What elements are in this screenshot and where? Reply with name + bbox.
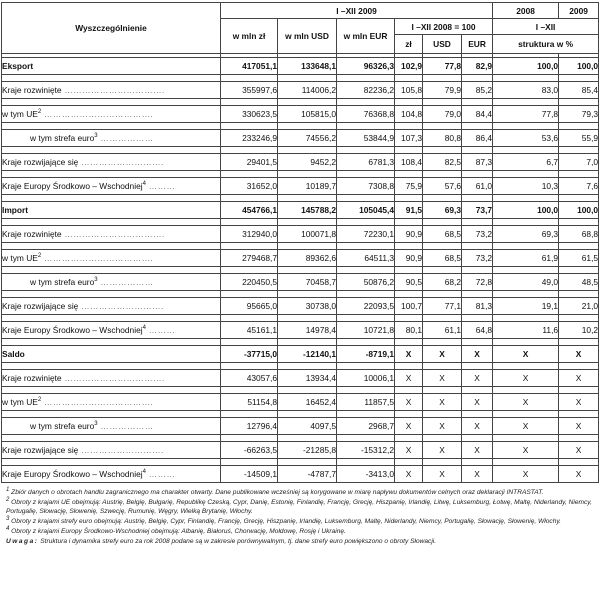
cell-value: 49,0 xyxy=(493,274,559,291)
row-label: w tym $UE^2$ ………………………………. xyxy=(2,394,221,411)
table-body xyxy=(2,54,599,483)
cell-value: X xyxy=(395,442,423,459)
cell-value: X xyxy=(462,370,493,387)
cell-value: X xyxy=(423,346,462,363)
footnote-ref: 3 xyxy=(94,277,98,284)
cell-value: -12140,1 xyxy=(278,346,337,363)
cell-value: -37715,0 xyxy=(221,346,278,363)
header-index-pln: zł xyxy=(395,35,423,54)
cell-value: 12796,4 xyxy=(221,418,278,435)
spacer-row xyxy=(2,147,599,154)
cell-value: 85,4 xyxy=(559,82,599,99)
cell-value: X xyxy=(462,346,493,363)
cell-value: 77,8 xyxy=(423,58,462,75)
footnote-ref: 4 xyxy=(142,469,146,476)
cell-value: X xyxy=(462,466,493,483)
cell-value: X xyxy=(559,346,599,363)
cell-value: 68,5 xyxy=(423,226,462,243)
cell-value: 105045,4 xyxy=(337,202,395,219)
cell-value: 14978,4 xyxy=(278,322,337,339)
cell-value: 68,2 xyxy=(423,274,462,291)
footnote-ref: 2 xyxy=(37,253,42,260)
footnote-ref: 3 xyxy=(94,133,98,140)
cell-value: -14509,1 xyxy=(221,466,278,483)
cell-value: 79,9 xyxy=(423,82,462,99)
header-mln-eur: w mln EUR xyxy=(337,19,395,54)
footnote-ref: 4 xyxy=(142,181,146,188)
cell-value: X xyxy=(423,442,462,459)
spacer-row xyxy=(2,291,599,298)
cell-value: 22093,5 xyxy=(337,298,395,315)
cell-value: 51154,8 xyxy=(221,394,278,411)
cell-value: X xyxy=(559,370,599,387)
cell-value: 90,5 xyxy=(395,274,423,291)
cell-value: 85,2 xyxy=(462,82,493,99)
cell-value: X xyxy=(493,442,559,459)
cell-value: 19,1 xyxy=(493,298,559,315)
spacer-row xyxy=(2,435,599,442)
trade-table xyxy=(1,2,599,483)
cell-value: 96326,3 xyxy=(337,58,395,75)
footnote: $^3$ Obroty z krajami strefy euro obejmują: Austrię, Belgię, Cypr, Finlandię, Francję, Grecję, Hiszpanię, Irlandię, Luksemburg, Maltę, Niderlandy, Niemcy, Portugalię, Słowację, Słowenię, Włochy. xyxy=(6,515,562,525)
note-uwaga: Uwaga: Struktura i dynamika strefy euro za rok 2008 podane są w zakresie porównywalnym, tj. dane strefy euro powiększono o obroty Słowacji. xyxy=(6,537,437,545)
cell-value: 107,3 xyxy=(395,130,423,147)
cell-value: 11,6 xyxy=(493,322,559,339)
row-label: Kraje rozwinięte ……………………………. xyxy=(2,82,221,99)
cell-value: X xyxy=(493,346,559,363)
row-label: Kraje Europy Środkowo – Wschodniej$^4$ ……… xyxy=(2,178,221,195)
cell-value: 73,7 xyxy=(462,202,493,219)
cell-value: 100,7 xyxy=(395,298,423,315)
cell-value: 102,9 xyxy=(395,58,423,75)
row-label: Kraje Europy Środkowo – Wschodniej$^4$ ……… xyxy=(2,322,221,339)
cell-value: 82,9 xyxy=(462,58,493,75)
cell-value: 81,3 xyxy=(462,298,493,315)
spacer-row xyxy=(2,315,599,322)
row-label: Saldo xyxy=(2,346,221,363)
cell-value: 108,4 xyxy=(395,154,423,171)
spacer-row xyxy=(2,411,599,418)
cell-value: 80,8 xyxy=(423,130,462,147)
cell-value: 13934,4 xyxy=(278,370,337,387)
cell-value: 86,4 xyxy=(462,130,493,147)
cell-value: 61,1 xyxy=(423,322,462,339)
cell-value: 10,3 xyxy=(493,178,559,195)
table-row xyxy=(2,322,599,339)
footnote: $^2$ Obroty z krajami UE obejmują: Austrię, Belgię, Bułgarię, Republikę Czeską, Cypr, Danię, Estonię, Finlandię, Francję, Grecję, Hiszpanię, Irlandię, Litwę, Luksemburg, Łotwę, Maltę, Niderlandy, Niemcy, Portugalię, Słowację, Słowenię, Szwecję, Rumunię, Węgry, Wielką Brytanię, Włochy. xyxy=(6,496,592,515)
cell-value: X xyxy=(559,466,599,483)
header-index-eur: EUR xyxy=(462,35,493,54)
cell-value: X xyxy=(559,442,599,459)
cell-value: 76368,8 xyxy=(337,106,395,123)
footnote-ref: 2 xyxy=(37,109,42,116)
row-label: w tym strefa euro$^3$ ……………… xyxy=(2,274,221,291)
cell-value: 72230,1 xyxy=(337,226,395,243)
cell-value: X xyxy=(423,466,462,483)
table-row xyxy=(2,418,599,435)
cell-value: X xyxy=(559,418,599,435)
cell-value: 79,3 xyxy=(559,106,599,123)
row-label: Kraje rozwinięte ……………………………. xyxy=(2,226,221,243)
cell-value: 87,3 xyxy=(462,154,493,171)
cell-value: 104,8 xyxy=(395,106,423,123)
header-year-2009: 2009 xyxy=(559,3,599,19)
header-structure: struktura w % xyxy=(493,35,599,54)
cell-value: 53,6 xyxy=(493,130,559,147)
cell-value: 77,1 xyxy=(423,298,462,315)
cell-value: X xyxy=(493,418,559,435)
cell-value: 89362,6 xyxy=(278,250,337,267)
cell-value: 7,0 xyxy=(559,154,599,171)
row-label: Kraje rozwijające się ………………………. xyxy=(2,154,221,171)
cell-value: 53844,9 xyxy=(337,130,395,147)
spacer-row xyxy=(2,459,599,466)
row-label: w tym $UE^2$ ………………………………. xyxy=(2,250,221,267)
cell-value: 100,0 xyxy=(493,202,559,219)
table-row xyxy=(2,274,599,291)
spacer-row xyxy=(2,387,599,394)
cell-value: 55,9 xyxy=(559,130,599,147)
cell-value: 29401,5 xyxy=(221,154,278,171)
cell-value: X xyxy=(395,418,423,435)
cell-value: 68,8 xyxy=(559,226,599,243)
cell-value: 11857,5 xyxy=(337,394,395,411)
footnote: $^1$ Zbiór danych o obrotach handlu zagranicznego ma charakter otwarty. Dane publikowane wcześniej są korygowane w miarę napływu dokumentów celnych oraz deklaracji INTRASTAT. xyxy=(6,486,544,496)
footnotes xyxy=(6,486,594,548)
cell-value: 233246,9 xyxy=(221,130,278,147)
cell-value: X xyxy=(493,394,559,411)
cell-value: X xyxy=(462,418,493,435)
spacer-row xyxy=(2,243,599,250)
header-mln-usd: w mln USD xyxy=(278,19,337,54)
cell-value: 114006,2 xyxy=(278,82,337,99)
cell-value: 105,8 xyxy=(395,82,423,99)
cell-value: 45161,1 xyxy=(221,322,278,339)
footnote-ref: 2 xyxy=(37,397,42,404)
table-row xyxy=(2,178,599,195)
table-row xyxy=(2,250,599,267)
cell-value: X xyxy=(462,394,493,411)
cell-value: 75,9 xyxy=(395,178,423,195)
cell-value: -66263,5 xyxy=(221,442,278,459)
cell-value: 72,8 xyxy=(462,274,493,291)
header-prev-year-index: I –XII 2008 = 100 xyxy=(395,19,493,35)
header-index-usd: USD xyxy=(423,35,462,54)
table-row xyxy=(2,346,599,363)
table-row xyxy=(2,58,599,75)
cell-value: 16452,4 xyxy=(278,394,337,411)
cell-value: 454766,1 xyxy=(221,202,278,219)
spacer-row xyxy=(2,339,599,346)
table-row xyxy=(2,130,599,147)
row-label: Kraje rozwijające się ………………………. xyxy=(2,442,221,459)
header-description: Wyszczególnienie xyxy=(2,3,221,54)
cell-value: 30738,0 xyxy=(278,298,337,315)
spacer-row xyxy=(2,195,599,202)
cell-value: 77,8 xyxy=(493,106,559,123)
cell-value: 10006,1 xyxy=(337,370,395,387)
header-year-2008: 2008 xyxy=(493,3,559,19)
table-row xyxy=(2,154,599,171)
footnote-ref: 3 xyxy=(94,421,98,428)
footnote: $^4$ Obroty z krajami Europy Środkowo-Wschodniej obejmują: Albanię, Białoruś, Chorwację, Mołdowę, Rosję i Ukrainę. xyxy=(6,525,346,535)
cell-value: 4097,5 xyxy=(278,418,337,435)
table-row xyxy=(2,106,599,123)
cell-value: 312940,0 xyxy=(221,226,278,243)
cell-value: 7308,8 xyxy=(337,178,395,195)
cell-value: 90,9 xyxy=(395,226,423,243)
cell-value: 9452,2 xyxy=(278,154,337,171)
spacer-row xyxy=(2,219,599,226)
cell-value: 10721,8 xyxy=(337,322,395,339)
table-row xyxy=(2,202,599,219)
cell-value: 95665,0 xyxy=(221,298,278,315)
cell-value: 133648,1 xyxy=(278,58,337,75)
cell-value: -3413,0 xyxy=(337,466,395,483)
header-mln-pln: w mln zł xyxy=(221,19,278,54)
row-label: Kraje Europy Środkowo – Wschodniej$^4$ ……… xyxy=(2,466,221,483)
table-row xyxy=(2,82,599,99)
row-label: Kraje rozwijające się ………………………. xyxy=(2,298,221,315)
cell-value: X xyxy=(493,466,559,483)
cell-value: 91,5 xyxy=(395,202,423,219)
cell-value: 10,2 xyxy=(559,322,599,339)
cell-value: 69,3 xyxy=(423,202,462,219)
cell-value: X xyxy=(395,466,423,483)
cell-value: 82236,2 xyxy=(337,82,395,99)
cell-value: 100071,8 xyxy=(278,226,337,243)
cell-value: 79,0 xyxy=(423,106,462,123)
cell-value: 73,2 xyxy=(462,250,493,267)
cell-value: 69,3 xyxy=(493,226,559,243)
cell-value: 80,1 xyxy=(395,322,423,339)
cell-value: -21285,8 xyxy=(278,442,337,459)
header-period: I –XII 2009 xyxy=(221,3,493,19)
cell-value: 279468,7 xyxy=(221,250,278,267)
table-row xyxy=(2,466,599,483)
cell-value: 84,4 xyxy=(462,106,493,123)
cell-value: 43057,6 xyxy=(221,370,278,387)
table-row xyxy=(2,394,599,411)
cell-value: -15312,2 xyxy=(337,442,395,459)
cell-value: X xyxy=(462,442,493,459)
cell-value: 21,0 xyxy=(559,298,599,315)
row-label: Kraje rozwinięte ……………………………. xyxy=(2,370,221,387)
header-row-1 xyxy=(2,3,599,19)
table-row xyxy=(2,370,599,387)
cell-value: X xyxy=(423,418,462,435)
cell-value: 100,0 xyxy=(493,58,559,75)
row-label: Eksport xyxy=(2,58,221,75)
cell-value: 74556,2 xyxy=(278,130,337,147)
spacer-row xyxy=(2,123,599,130)
footnote-ref: 4 xyxy=(142,325,146,332)
cell-value: X xyxy=(395,370,423,387)
row-label: w tym strefa euro$^3$ ……………… xyxy=(2,418,221,435)
cell-value: 50876,2 xyxy=(337,274,395,291)
row-label: w tym strefa euro$^3$ ……………… xyxy=(2,130,221,147)
cell-value: 100,0 xyxy=(559,58,599,75)
cell-value: X xyxy=(423,370,462,387)
table-row xyxy=(2,226,599,243)
cell-value: 48,5 xyxy=(559,274,599,291)
cell-value: 64,8 xyxy=(462,322,493,339)
cell-value: 70458,7 xyxy=(278,274,337,291)
cell-value: 90,9 xyxy=(395,250,423,267)
cell-value: 6781,3 xyxy=(337,154,395,171)
header-range: I –XII xyxy=(493,19,599,35)
cell-value: -8719,1 xyxy=(337,346,395,363)
cell-value: 64511,3 xyxy=(337,250,395,267)
cell-value: 7,6 xyxy=(559,178,599,195)
spacer-row xyxy=(2,363,599,370)
cell-value: 73,2 xyxy=(462,226,493,243)
spacer-row xyxy=(2,75,599,82)
spacer-row xyxy=(2,171,599,178)
cell-value: 57,6 xyxy=(423,178,462,195)
spacer-row xyxy=(2,99,599,106)
cell-value: 10189,7 xyxy=(278,178,337,195)
cell-value: 417051,1 xyxy=(221,58,278,75)
cell-value: 82,5 xyxy=(423,154,462,171)
cell-value: X xyxy=(395,346,423,363)
cell-value: X xyxy=(559,394,599,411)
cell-value: 145788,2 xyxy=(278,202,337,219)
cell-value: 105815,0 xyxy=(278,106,337,123)
cell-value: 330623,5 xyxy=(221,106,278,123)
cell-value: 61,9 xyxy=(493,250,559,267)
cell-value: 61,5 xyxy=(559,250,599,267)
table-row xyxy=(2,442,599,459)
cell-value: 61,0 xyxy=(462,178,493,195)
cell-value: 68,5 xyxy=(423,250,462,267)
cell-value: 31652,0 xyxy=(221,178,278,195)
spacer-row xyxy=(2,267,599,274)
table-row xyxy=(2,298,599,315)
cell-value: X xyxy=(395,394,423,411)
cell-value: 220450,5 xyxy=(221,274,278,291)
cell-value: 355997,6 xyxy=(221,82,278,99)
row-label: Import xyxy=(2,202,221,219)
cell-value: -4787,7 xyxy=(278,466,337,483)
cell-value: X xyxy=(493,370,559,387)
cell-value: 6,7 xyxy=(493,154,559,171)
cell-value: 100,0 xyxy=(559,202,599,219)
row-label: w tym $UE^2$ ………………………………. xyxy=(2,106,221,123)
cell-value: 83,0 xyxy=(493,82,559,99)
cell-value: 2968,7 xyxy=(337,418,395,435)
cell-value: X xyxy=(423,394,462,411)
